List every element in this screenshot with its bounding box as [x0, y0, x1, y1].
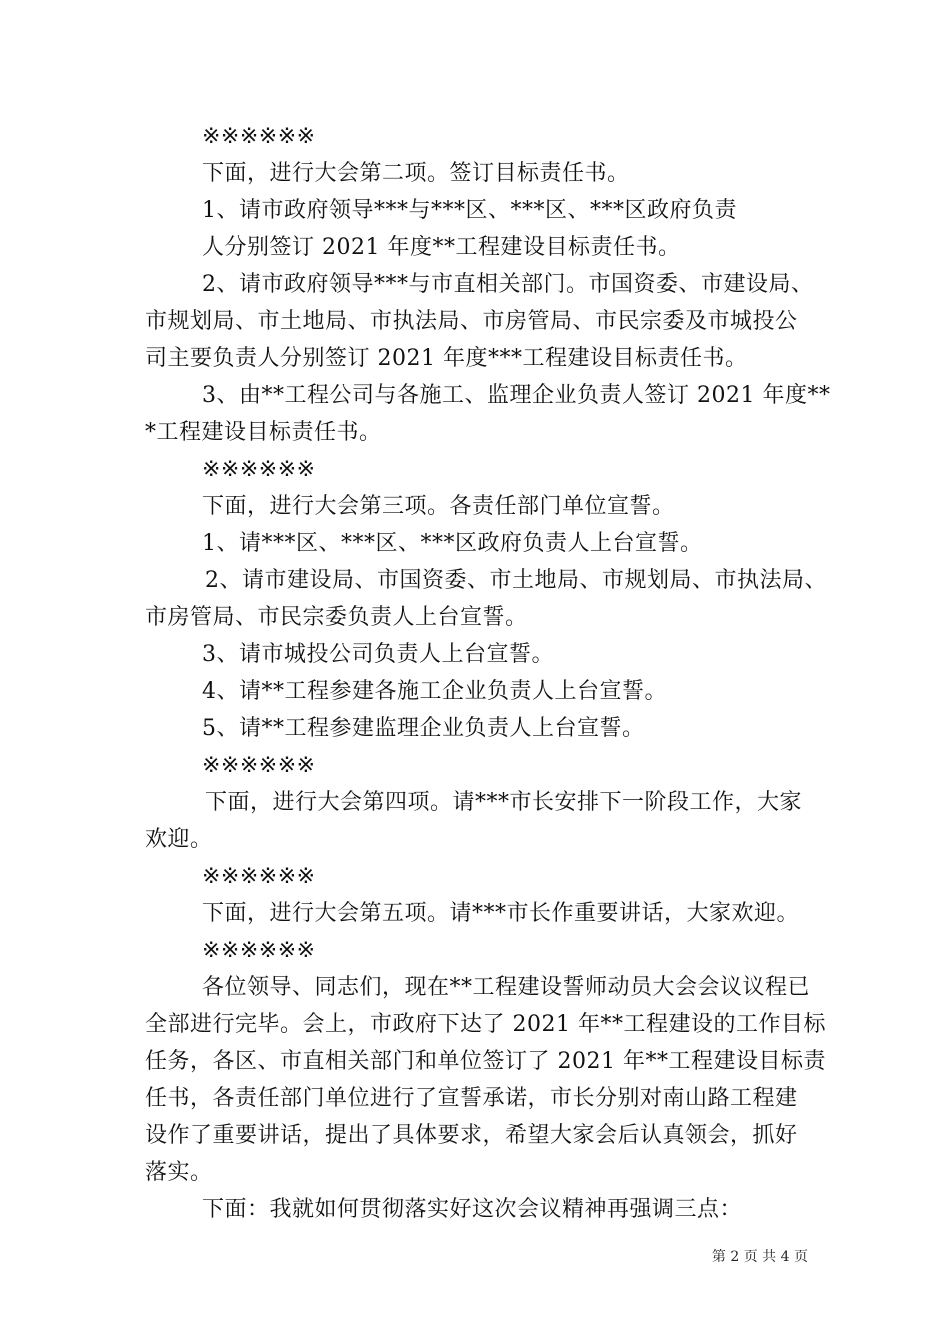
separator-line: ※※※※※※: [202, 864, 316, 889]
paragraph-line: 5、请**工程参建监理企业负责人上台宣誓。: [202, 716, 645, 741]
paragraph-line: 司主要负责人分别签订 2021 年度***工程建设目标责任书。: [145, 346, 748, 371]
paragraph-line: 欢迎。: [145, 827, 213, 852]
separator-line: ※※※※※※: [202, 457, 316, 482]
paragraph-line: 各位领导、同志们，现在**工程建设誓师动员大会会议议程已: [202, 975, 811, 1000]
paragraph-line: 市房管局、市民宗委负责人上台宣誓。: [145, 605, 528, 630]
paragraph-line: 人分别签订 2021 年度**工程建设目标责任书。: [202, 235, 681, 260]
paragraph-line: 任书，各责任部门单位进行了宣誓承诺，市长分别对南山路工程建: [145, 1086, 798, 1111]
paragraph-line: 2、请市建设局、市国资委、市土地局、市规划局、市执法局、: [205, 568, 827, 593]
paragraph-line: 下面，进行大会第五项。请***市长作重要讲话，大家欢迎。: [202, 901, 800, 926]
paragraph-line: 3、请市城投公司负责人上台宣誓。: [202, 642, 554, 667]
paragraph-line: 4、请**工程参建各施工企业负责人上台宣誓。: [202, 679, 667, 704]
paragraph-line: 市规划局、市土地局、市执法局、市房管局、市民宗委及市城投公: [145, 309, 798, 334]
page-number: 第 2 页 共 4 页: [711, 1249, 808, 1265]
separator-line: ※※※※※※: [202, 938, 316, 963]
paragraph-line: 落实。: [145, 1160, 213, 1185]
paragraph-line: 任务，各区、市直相关部门和单位签订了 2021 年**工程建设目标责: [145, 1049, 826, 1074]
paragraph-line: 1、请市政府领导***与***区、***区、***区政府负责: [202, 198, 737, 223]
paragraph-line: 1、请***区、***区、***区政府负责人上台宣誓。: [202, 531, 703, 556]
paragraph-line: 全部进行完毕。会上，市政府下达了 2021 年**工程建设的工作目标: [145, 1012, 826, 1037]
paragraph-line: 下面，进行大会第三项。各责任部门单位宣誓。: [202, 494, 675, 519]
separator-line: ※※※※※※: [202, 753, 316, 778]
paragraph-line: 下面：我就如何贯彻落实好这次会议精神再强调三点：: [202, 1197, 743, 1222]
paragraph-line: 下面，进行大会第二项。签订目标责任书。: [202, 161, 630, 186]
paragraph-line: 2、请市政府领导***与市直相关部门。市国资委、市建设局、: [202, 272, 814, 297]
paragraph-line: 3、由**工程公司与各施工、监理企业负责人签订 2021 年度**: [202, 383, 831, 408]
paragraph-line: 下面，进行大会第四项。请***市长安排下一阶段工作，大家: [205, 790, 803, 815]
separator-line: ※※※※※※: [202, 124, 316, 149]
document-body: [145, 118, 831, 1228]
paragraph-line: 设作了重要讲话，提出了具体要求，希望大家会后认真领会，抓好: [145, 1123, 798, 1148]
paragraph-line: *工程建设目标责任书。: [145, 420, 382, 445]
